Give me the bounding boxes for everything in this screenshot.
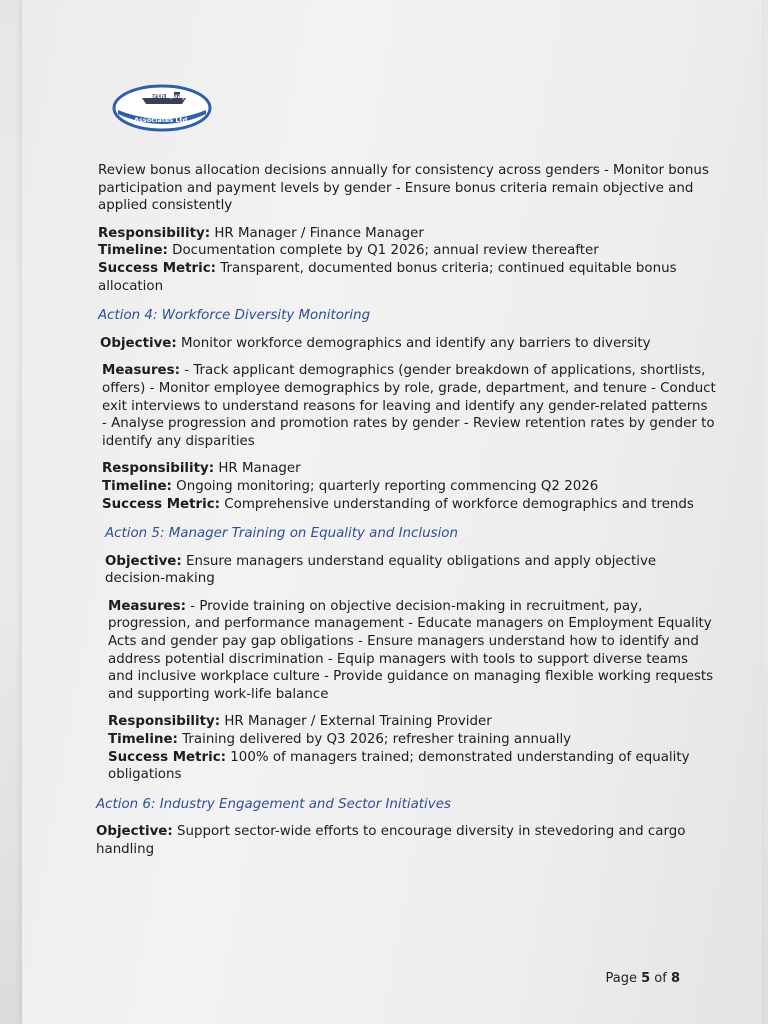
page-current: 5 <box>641 971 651 986</box>
objective-value: Ensure managers understand equality obligations and apply objective decision-making <box>105 553 657 587</box>
success-metric-value: 100% of managers trained; demonstrated understanding of equality obligations <box>108 749 690 783</box>
page-number <box>606 971 681 986</box>
responsibility-value: HR Manager / Finance Manager <box>210 225 424 241</box>
bonus-details <box>96 225 716 295</box>
measures-label: Measures: <box>102 363 180 379</box>
objective-value: Monitor workforce demographics and identify any barriers to diversity <box>176 335 651 351</box>
measures-value: - Provide training on objective decision-making in recruitment, pay, progression, and performance management - Educate managers on Employment Equality Acts and gender pay gap obligations - Ensure managers understand how to identify and address potential discrimination - Equip managers with tools to support diverse teams and inclusive workplace culture - Provide guidance on managing flexible working requests and supporting work-life balance <box>108 598 714 702</box>
measures-label: Measures: <box>108 598 186 614</box>
timeline-label: Timeline: <box>108 732 178 748</box>
responsibility-value: HR Manager <box>214 461 301 477</box>
objective-label: Objective: <box>100 335 177 351</box>
action6-heading: Action 6: Industry Engagement and Sector Initiatives <box>96 796 451 812</box>
responsibility-label: Responsibility: <box>102 461 215 477</box>
action4-objective <box>96 335 716 353</box>
document-body <box>96 162 716 869</box>
success-metric-label: Success Metric: <box>98 260 217 276</box>
document-page <box>22 0 762 1024</box>
page-total: 8 <box>670 971 680 986</box>
action5-objective <box>96 553 716 588</box>
action6-objective <box>96 823 716 858</box>
bonus-responsibility <box>98 225 716 243</box>
action5-details <box>96 713 716 783</box>
action4-details <box>96 460 716 513</box>
timeline-label: Timeline: <box>102 478 172 494</box>
success-metric-label: Success Metric: <box>102 496 221 512</box>
success-metric-value: Comprehensive understanding of workforce demographics and trends <box>220 496 694 512</box>
action5-timeline <box>108 731 716 749</box>
action4-timeline <box>102 478 716 496</box>
action5-responsibility <box>108 713 716 731</box>
action5-heading: Action 5: Manager Training on Equality and Inclusion <box>105 526 458 542</box>
page-prefix: Page <box>605 971 642 986</box>
timeline-label: Timeline: <box>98 243 168 259</box>
timeline-value: Ongoing monitoring; quarterly reporting commencing Q2 2026 <box>171 478 599 494</box>
success-metric-label: Success Metric: <box>108 749 227 765</box>
timeline-value: Documentation complete by Q1 2026; annual review thereafter <box>167 243 599 259</box>
action5-measures <box>96 598 716 704</box>
logo-emblem <box>112 84 212 132</box>
action4-heading: Action 4: Workforce Diversity Monitoring <box>98 308 371 324</box>
responsibility-label: Responsibility: <box>98 225 211 241</box>
timeline-value: Training delivered by Q3 2026; refresher training annually <box>177 732 572 748</box>
action4-success-metric <box>102 496 716 514</box>
company-logo <box>112 84 212 132</box>
measures-value: - Track applicant demographics (gender breakdown of applications, shortlists, offers) - Monitor employee demographics by role, grade, department, and tenure - Conduct exit interviews to understand reasons for leaving and identify any gender-related patterns - Analyse progression and promotion rates by gender - Review retention rates by gender to identify any disparities <box>102 363 716 449</box>
page-of: of <box>650 971 671 986</box>
action5-success-metric <box>108 749 716 784</box>
objective-label: Objective: <box>105 553 182 569</box>
logo-line1: North Quay <box>144 92 186 100</box>
responsibility-value: HR Manager / External Training Provider <box>220 714 492 730</box>
intro-paragraph: Review bonus allocation decisions annually for consistency across genders - Monitor bonus participation and payment levels by gender - Ensure bonus criteria remain objective and applied consistently <box>98 163 709 214</box>
success-metric-value: Transparent, documented bonus criteria; continued equitable bonus allocation <box>98 260 677 294</box>
logo-line2: Associates Ltd <box>134 116 188 124</box>
objective-label: Objective: <box>96 824 173 840</box>
bonus-success-metric <box>98 260 716 295</box>
action4-responsibility <box>102 460 716 478</box>
responsibility-label: Responsibility: <box>108 714 221 730</box>
action4-measures <box>96 362 716 450</box>
bonus-timeline <box>98 242 716 260</box>
objective-value: Support sector-wide efforts to encourage diversity in stevedoring and cargo handling <box>96 824 686 857</box>
